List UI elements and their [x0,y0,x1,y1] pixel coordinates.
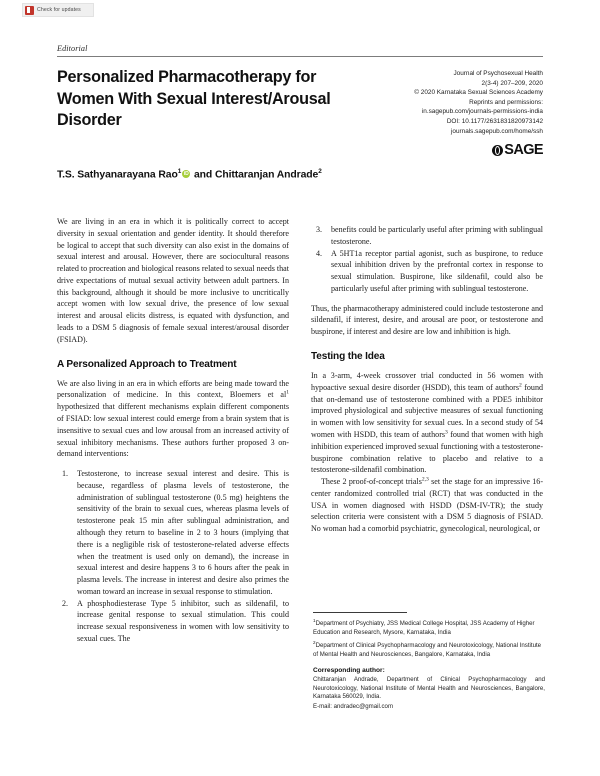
list-item: A 5HT1a receptor partial agonist, such as buspirone, to reduce sexual inhibition driven by the prefrontal cortex in response to sexual stimulation. Buspirone, like sildenafil, could also be particularly useful after priming with sublingual testosterone. [331,248,543,293]
page-title: Personalized Pharmacotherapy for Women With Sexual Interest/Arousal Disorder [57,68,331,130]
list-item-continuation-text: benefits could be particularly useful after priming with sublingual testosterone. [331,225,543,246]
affiliation-2-text: Department of Clinical Psychopharmacology and Neurotoxicology, National Institute of Mental Health and Neurosciences, Bangalore, Karnataka, India [313,641,542,658]
author-name-second: Chittaranjan Andrade [214,169,319,181]
author-affiliation-marker-2: 2 [318,168,322,175]
corresponding-author-email[interactable]: E-mail: andradec@gmail.com [313,703,394,711]
paragraph-rct-seg1: These 2 proof-of-concept trials [321,477,422,487]
citation-ref-2-3[interactable]: 2,3 [421,476,429,483]
journal-home-url[interactable]: journals.sagepub.com/home/ssh [450,127,543,135]
sage-wordmark: SAGE [504,142,543,159]
copyright-line: © 2020 Karnataka Sexual Sciences Academy [414,89,543,97]
article-header [57,44,543,57]
intervention-list [57,468,289,645]
left-column [57,216,289,645]
list-item: A phosphodiesterase Type 5 inhibitor, such as sildenafil, to increase genital response to sexual stimulation. This could increase sexual responsiveness in women with low sensitivity to sexual cues. The [77,598,289,643]
citation-ref-2[interactable]: 2 [518,382,522,389]
reprints-label: Reprints and permissions: [469,98,543,106]
affiliation-marker-2: 2 [313,639,316,645]
check-for-updates-badge[interactable] [22,3,94,17]
list-item-continuation [311,224,543,248]
section-heading-testing-the-idea: Testing the Idea [311,351,385,363]
orcid-id-icon[interactable] [182,170,190,178]
check-for-updates-label: Check for updates [37,7,81,13]
paragraph-trials [311,370,543,476]
sage-emblem-icon [492,145,503,156]
author-byline [57,168,543,180]
crossmark-icon [25,6,34,15]
right-column [311,216,543,645]
journal-volume-issue-pages: 2(3-4) 207–209, 2020 [481,79,543,87]
affiliation-1 [313,618,545,638]
corresponding-author-heading: Corresponding author: [313,666,385,674]
footnote-divider [313,612,407,613]
list-item: Testosterone, to increase sexual interest and desire. This is because, regardless of plasma levels of testosterone, the administration of sublingual testosterone (0.5 mg) heightens the sensitivity of the brain to sexual cues, whereas plasma levels of testosterone peak 15 min after sublingual administration, and although they return to baseline in 2 to 3 hours (implying that there is a negligible risk of testosterone-related adverse effects when the treatment is used only on demand), the increase in sexual interest and desire happens 3 to 6 hours after the peak in plasma levels. The increase in interest and desire also primes the woman toward an increase in sexual response to stimulation. [77,469,289,596]
affiliation-marker-1: 1 [313,618,316,623]
paragraph-summary: Thus, the pharmacotherapy administered could include testosterone and sildenafil, if interest, desire, and arousal are poor, or testosterone and buspirone, if interest and desire are low and inhibition is high. [311,303,543,337]
journal-name: Journal of Psychosexual Health [453,70,543,77]
sage-publisher-logo [358,143,543,158]
paragraph-rct [311,476,543,535]
permissions-url[interactable]: in.sagepub.com/journals-permissions-india [421,108,543,116]
article-body [57,216,543,645]
affiliation-2 [313,640,545,660]
title-and-meta-row [57,62,543,158]
citation-ref-3[interactable]: 3 [445,429,448,436]
corresponding-author-address: Chittaranjan Andrade, Department of Clinical Psychopharmacology and Neurotoxicology, National Institute of Mental Health and Neurosciences, Bangalore, Karnataka 560029, India. [313,675,545,701]
author-affiliation-marker-1: 1 [177,168,182,175]
paragraph-trials-seg1: In a 3-arm, 4-week crossover trial conducted in 56 women with hypoactive sexual desire disorder (HSDD), this team of authors [311,371,543,392]
paragraph-intro: We are living in an era in which it is politically correct to accept diversity in sexual orientation and gender identity. It should therefore be logical to accept that such diversity can also exist in the domains of sexual interest and arousal. However, there are sociocultural reasons related to procreation and biological reasons related to sexual needs that drive expectations of mutual sexual activity between adult partners. In this background, although it should be more inclusive to uncritically accept women with low sexual drive, the presence of low sexual interest and arousal elicits distress, is equated with dysfunction, and leads to a DSM 5 diagnosis of female sexual interest/arousal disorder (FSIAD). [57,217,289,344]
footnotes-block [313,612,545,712]
paragraph-personalization-seg1: We are also living in an era in which efforts are being made toward the personalization of medicine. In this context, Bloemers et al [57,378,289,400]
paragraph-rct-seg2: set the stage for an impressive 16-center randomized controlled trial (RCT) that was conducted in the USA in women diagnosed with HSDD (DSM-IV-TR); the study selection criteria were consistent with a DSM 5 diagnosis of FSIAD. No woman had a comorbid psychiatric, gynecological, neurological, or [311,477,544,534]
citation-ref-1[interactable]: 1 [286,389,289,396]
affiliation-1-text: Department of Psychiatry, JSS Medical College Hospital, JSS Academy of Higher Education and Research, Mysore, Karnataka, India [313,620,535,636]
paragraph-personalization [57,378,289,460]
section-heading-personalized-approach: A Personalized Approach to Treatment [57,358,237,370]
paragraph-trials-seg2: found that on-demand use of testosterone combined with a PDE5 inhibitor improved physiological and subjective measures of sexual functioning in women with low sensitivity for sexual cues. In a second study of 54 women with HSDD, this team of authors [311,382,543,439]
author-conjunction: and [191,169,215,181]
journal-metadata [358,62,543,158]
paragraph-personalization-seg2: hypothesized that different mechanisms explain different components of FSIAD: low sexual interest could emerge from a brain system that is insensitive to sexual cues and low arousal from an increased activity of sexual inhibitory mechanisms. These authors further proposed 3 on-demand interventions: [57,402,289,459]
intervention-list-continued [311,224,543,295]
paragraph-trials-seg3: found that women with high inhibition experienced improved sexual functioning with a testosterone-buspirone combination relative to placebo and relative to a testosterone-sildenafil combination. [311,429,543,475]
header-divider [57,56,543,57]
doi-line[interactable]: DOI: 10.1177/2631831820973142 [446,118,543,126]
article-type-label: Editorial [57,44,88,53]
author-name-first: T.S. Sathyanarayana Rao [57,169,178,181]
